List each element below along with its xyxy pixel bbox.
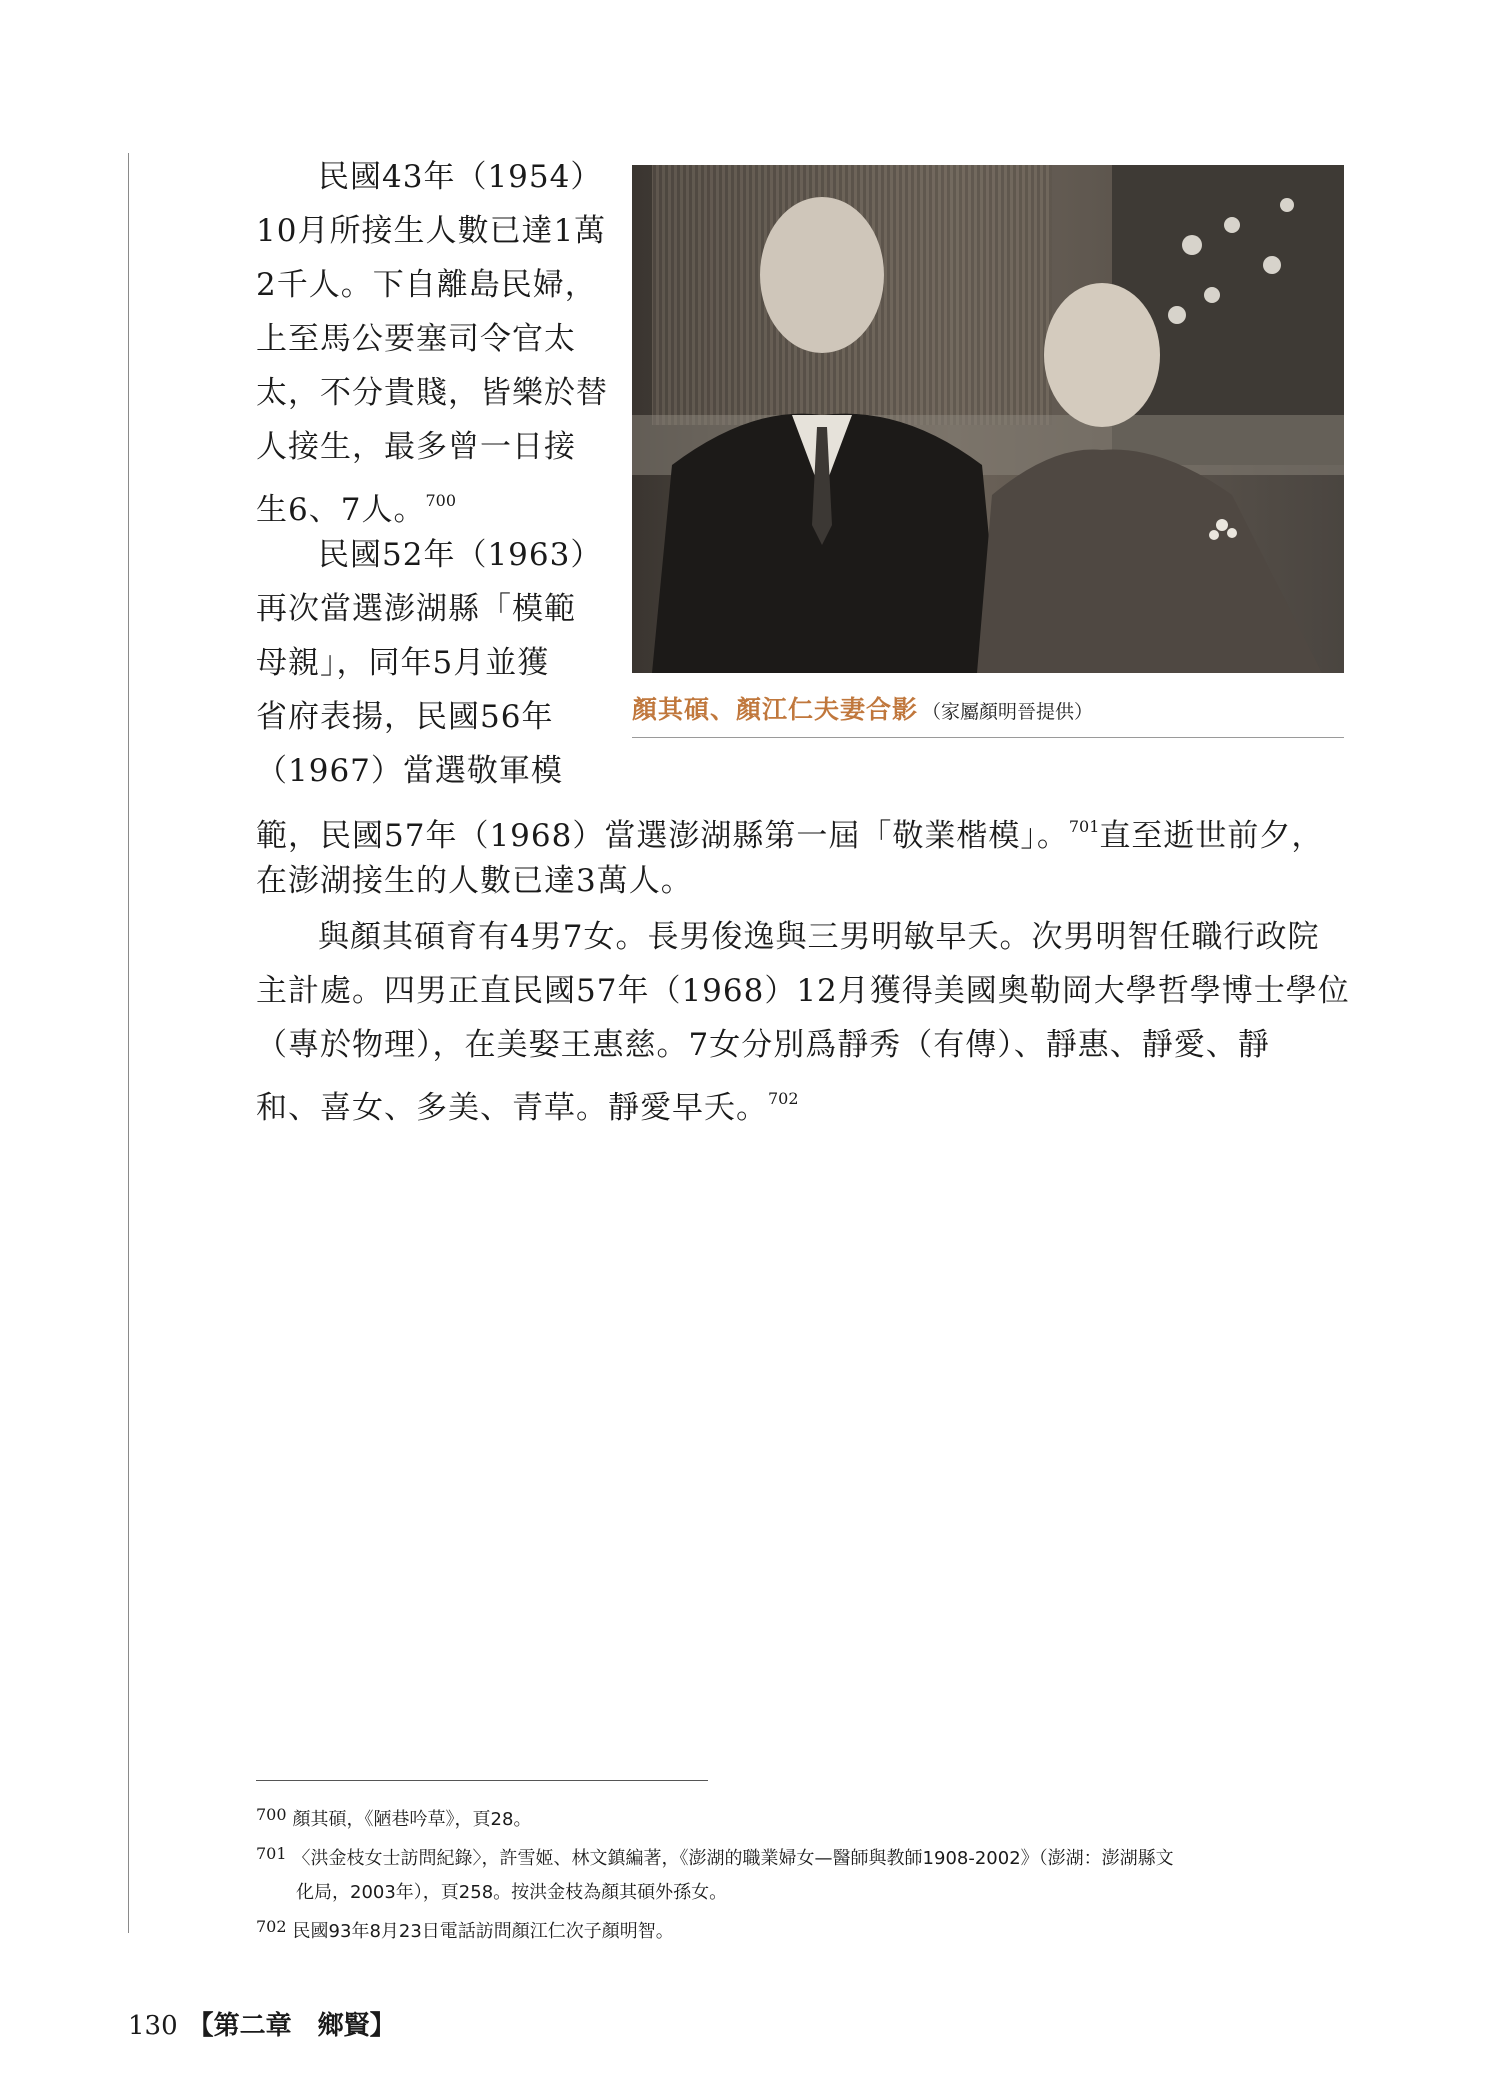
paragraph-children [256, 910, 1350, 1126]
footnote-ref-700[interactable]: 700 [425, 491, 456, 510]
text-line: 民國43年（1954） [318, 159, 603, 195]
text-line [256, 474, 596, 528]
text-line: 上至馬公要塞司令官太 [256, 321, 576, 357]
text-line: 10月所接生人數已達1萬 [256, 213, 607, 249]
caption-title: 顏其碩、顏江仁夫妻合影 [632, 695, 919, 724]
text-segment: 直至逝世前夕， [1099, 818, 1324, 854]
footnote-ref-702[interactable]: 702 [768, 1089, 799, 1108]
footnote-702 [256, 1910, 1346, 1949]
text-line: 母親」，同年5月並獲 [256, 645, 550, 681]
footnote-text: 〈洪金枝女士訪問紀錄〉，許雪姬、林文鎮編著，《澎湖的職業婦女—醫師與教師1908-2002》（澎湖：澎湖縣文 [292, 1848, 1174, 1869]
text-line: 主計處。四男正直民國57年（1968）12月獲得美國奧勒岡大學哲學博士學位 [256, 973, 1350, 1009]
caption-rule [632, 737, 1344, 738]
text-line: 在澎湖接生的人數已達3萬人。 [256, 863, 693, 899]
footnote-ref-701[interactable]: 701 [1068, 817, 1100, 836]
text-line: 太，不分貴賤，皆樂於替 [256, 375, 608, 411]
text-line: 再次當選澎湖縣「模範 [256, 591, 576, 627]
full-width-text [256, 854, 1344, 908]
footnote-701 [256, 1837, 1346, 1876]
footnotes [256, 1798, 1346, 1949]
text-segment: 生6、7人。 [256, 492, 426, 528]
portrait-photo [632, 165, 1344, 673]
text-line: （1967）當選敬軍模 [256, 753, 563, 789]
margin-rule [128, 153, 129, 1933]
text-line: 人接生，最多曾一日接 [256, 429, 576, 465]
footnote-700 [256, 1798, 1346, 1837]
footnote-text: 民國93年8月23日電話訪問顏江仁次子顏明智。 [292, 1921, 674, 1942]
text-line: （專於物理），在美娶王惠慈。7女分別爲靜秀（有傳）、靜惠、靜愛、靜 [256, 1027, 1270, 1063]
text-line: 省府表揚，民國56年 [256, 699, 554, 735]
photo-caption [632, 690, 1344, 726]
footnote-rule [256, 1780, 708, 1781]
footnote-701-continued: 化局，2003年），頁258。按洪金枝為顏其碩外孫女。 [296, 1882, 728, 1903]
text-line: 與顏其碩育有4男7女。長男俊逸與三男明敏早夭。次男明智任職行政院 [318, 919, 1320, 955]
page-footer [128, 2005, 396, 2042]
footnote-number: 701 [256, 1844, 287, 1863]
page-number: 130 [128, 2011, 178, 2041]
footnote-text: 顏其碩，《陋巷吟草》，頁28。 [292, 1809, 532, 1830]
caption-credit: （家屬顏明晉提供） [922, 701, 1094, 723]
chapter-label: 【第二章 鄉賢】 [187, 2011, 396, 2041]
full-width-text [256, 800, 1344, 854]
text-segment: 和、喜女、多美、青草。靜愛早夭。 [256, 1090, 768, 1126]
text-line: 2千人。下自離島民婦， [256, 267, 597, 303]
footnote-number: 700 [256, 1805, 287, 1824]
text-line [256, 1072, 1344, 1126]
text-line [256, 800, 1344, 854]
text-line: 民國52年（1963） [318, 537, 603, 573]
text-segment: 範，民國57年（1968）當選澎湖縣第一屆「敬業楷模」。 [256, 818, 1069, 854]
footnote-number: 702 [256, 1917, 287, 1936]
left-column-text [256, 150, 608, 798]
